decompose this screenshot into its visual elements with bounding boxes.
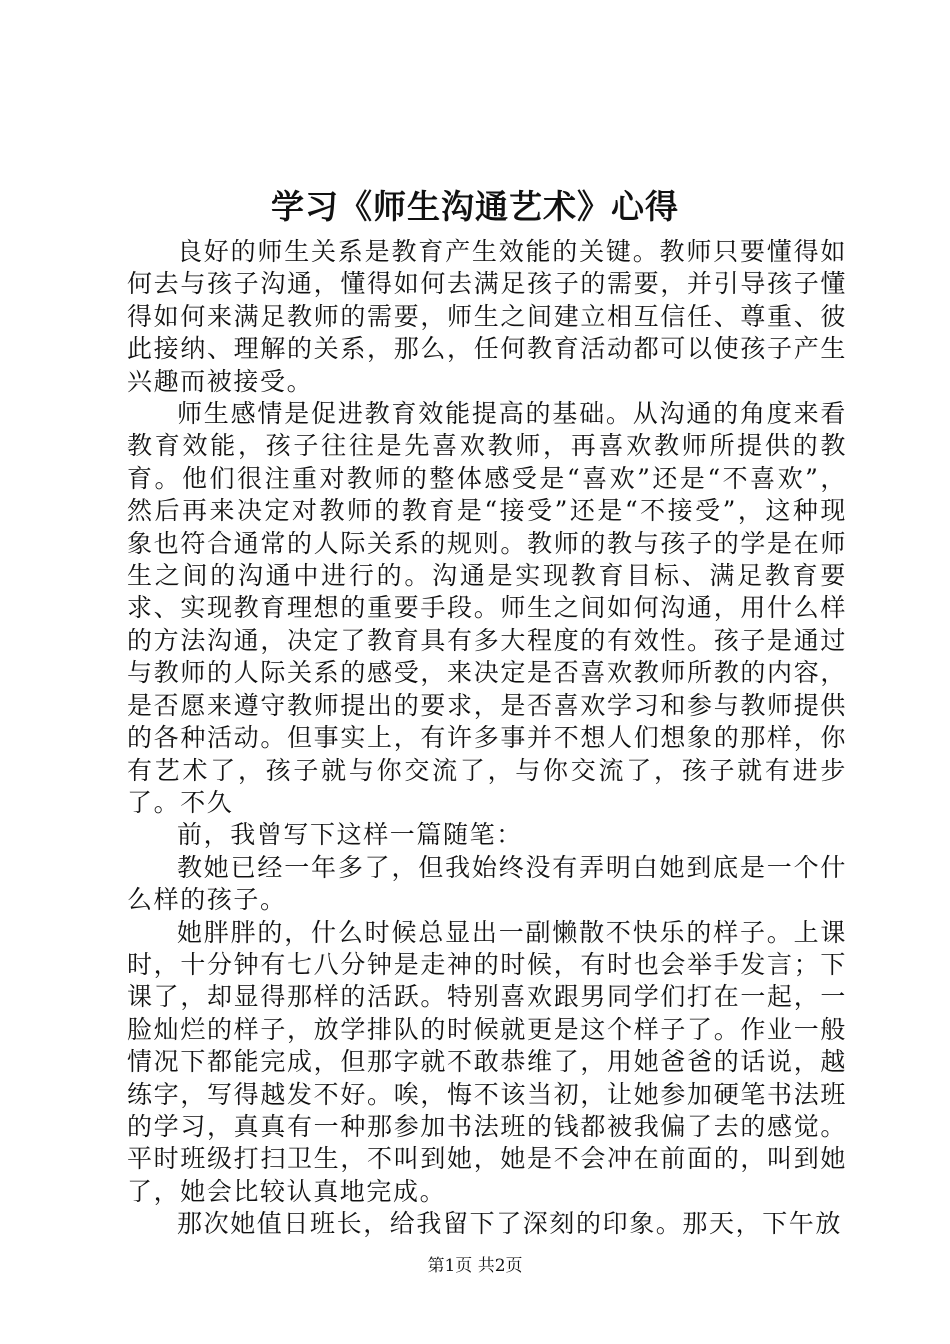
paragraph: 教她已经一年多了，但我始终没有弄明白她到底是一个什么样的孩子。	[127, 852, 847, 915]
paragraph: 良好的师生关系是教育产生效能的关键。教师只要懂得如何去与孩子沟通，懂得如何去满足孩子的需要，并引导孩子懂得如何来满足教师的需要，师生之间建立相互信任、尊重、彼此接纳、理解的关系，那么，任何教育活动都可以使孩子产生兴趣而被接受。	[127, 237, 847, 396]
document-title: 学习《师生沟通艺术》心得	[271, 187, 679, 226]
document-body	[127, 236, 847, 1241]
paragraph: 师生感情是促进教育效能提高的基础。从沟通的角度来看教育效能，孩子往往是先喜欢教师，再喜欢教师所提供的教育。他们很注重对教师的整体感受是“喜欢”还是“不喜欢”，然后再来决定对教师的教育是“接受”还是“不接受”，这种现象也符合通常的人际关系的规则。教师的教与孩子的学是在师生之间的沟通中进行的。沟通是实现教育目标、满足教育要求、实现教育理想的重要手段。师生之间如何沟通，用什么样的方法沟通，决定了教育具有多大程度的有效性。孩子是通过与教师的人际关系的感受，来决定是否喜欢教师所教的内容，是否愿来遵守教师提出的要求，是否喜欢学习和参与教师提供的各种活动。但事实上，有许多事并不想人们想象的那样，你有艺术了，孩子就与你交流了，与你交流了，孩子就有进步了。不久	[127, 399, 847, 817]
paragraph: 她胖胖的，什么时候总显出一副懒散不快乐的样子。上课时，十分钟有七八分钟是走神的时候，有时也会举手发言；下课了，却显得那样的活跃。特别喜欢跟男同学们打在一起，一脸灿烂的样子，放学排队的时候就更是这个样子了。作业一般情况下都能完成，但那字就不敢恭维了，用她爸爸的话说，越练字，写得越发不好。唉，悔不该当初，让她参加硬笔书法班的学习，真真有一种那参加书法班的钱都被我偏了去的感觉。平时班级打扫卫生，不叫到她，她是不会冲在前面的，叫到她了，她会比较认真地完成。	[127, 917, 847, 1206]
paragraph: 前，我曾写下这样一篇随笔：	[177, 820, 523, 850]
paragraph: 那次她值日班长，给我留下了深刻的印象。那天，下午放	[177, 1209, 843, 1239]
page-footer: 第1页 共2页	[427, 1256, 523, 1276]
